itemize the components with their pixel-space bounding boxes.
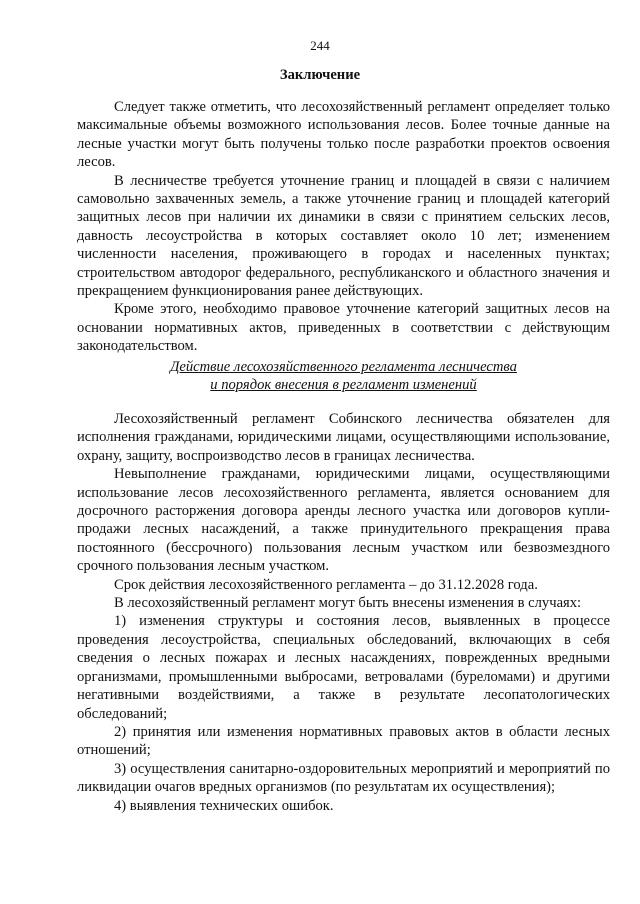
paragraph: Кроме этого, необходимо правовое уточнение категорий защитных лесов на основании нормативных актов, приведенных в соответствии с действующим законодательством. — [77, 301, 610, 355]
page-number: 244 — [310, 38, 330, 53]
body-text — [77, 410, 610, 815]
paragraph: Невыполнение гражданами, юридическими лицами, осуществляющими использование лесов лесохозяйственного регламента, является основанием для досрочного расторжения договора аренды лесного участка или договоров купли-продажи лесных насаждений, а также принудительного прекращения права постоянного (бессрочного) пользования лесным участком или безвозмездного срочного пользования лесным участком. — [77, 466, 610, 575]
subsection-heading — [77, 358, 610, 395]
list-item: 2) принятия или изменения нормативных правовых актов в области лесных отношений; — [77, 723, 610, 759]
list-item: 3) осуществления санитарно-оздоровительных мероприятий и мероприятий по ликвидации очагов вредных организмов (по результатам их осуществления); — [77, 760, 610, 796]
list-item: 4) выявления технических ошибок. — [114, 797, 334, 814]
list-item: 1) изменения структуры и состояния лесов, выявленных в процессе проведения лесоустройства, специальных обследований, включающих в себя сведения о лесных пожарах и лесных насаждениях, поврежденных вредными организмами, промышленными выбросами, ветровалами (буреломами) и другими негативными воздействиями, а также в результате лесопатологических обследований; — [77, 613, 610, 722]
paragraph: Срок действия лесохозяйственного регламента – до 31.12.2028 года. — [114, 576, 538, 593]
subsection-heading-line: Действие лесохозяйственного регламента лесничества — [170, 359, 517, 375]
paragraph: В лесничестве требуется уточнение границ и площадей в связи с наличием самовольно захваченных земель, а также уточнение границ и площадей категорий защитных лесов при наличии их динамики в связи с принятием сельских лесов, давность лесоустройства в которых составляет около 10 лет; изменением численности населения, проживающего в городах и населенных пунктах; строительством автодорог федерального, республиканского и областного значения и прекращением функционирования ранее действующих. — [77, 172, 610, 300]
section-heading: Заключение — [279, 67, 361, 83]
paragraph: Следует также отметить, что лесохозяйственный регламент определяет только максимальные объемы возможного использования лесов. Более точные данные на лесные участки могут быть получены только после разработки проектов освоения лесов. — [77, 99, 610, 171]
subsection-heading-line: и порядок внесения в регламент изменений — [210, 377, 477, 394]
intro-text — [77, 98, 610, 356]
paragraph: В лесохозяйственный регламент могут быть внесены изменения в случаях: — [114, 595, 582, 612]
paragraph: Лесохозяйственный регламент Собинского лесничества обязателен для исполнения гражданами, юридическими лицами, осуществляющими использование, охрану, защиту, воспроизводство лесов в границах лесничества. — [77, 411, 610, 464]
